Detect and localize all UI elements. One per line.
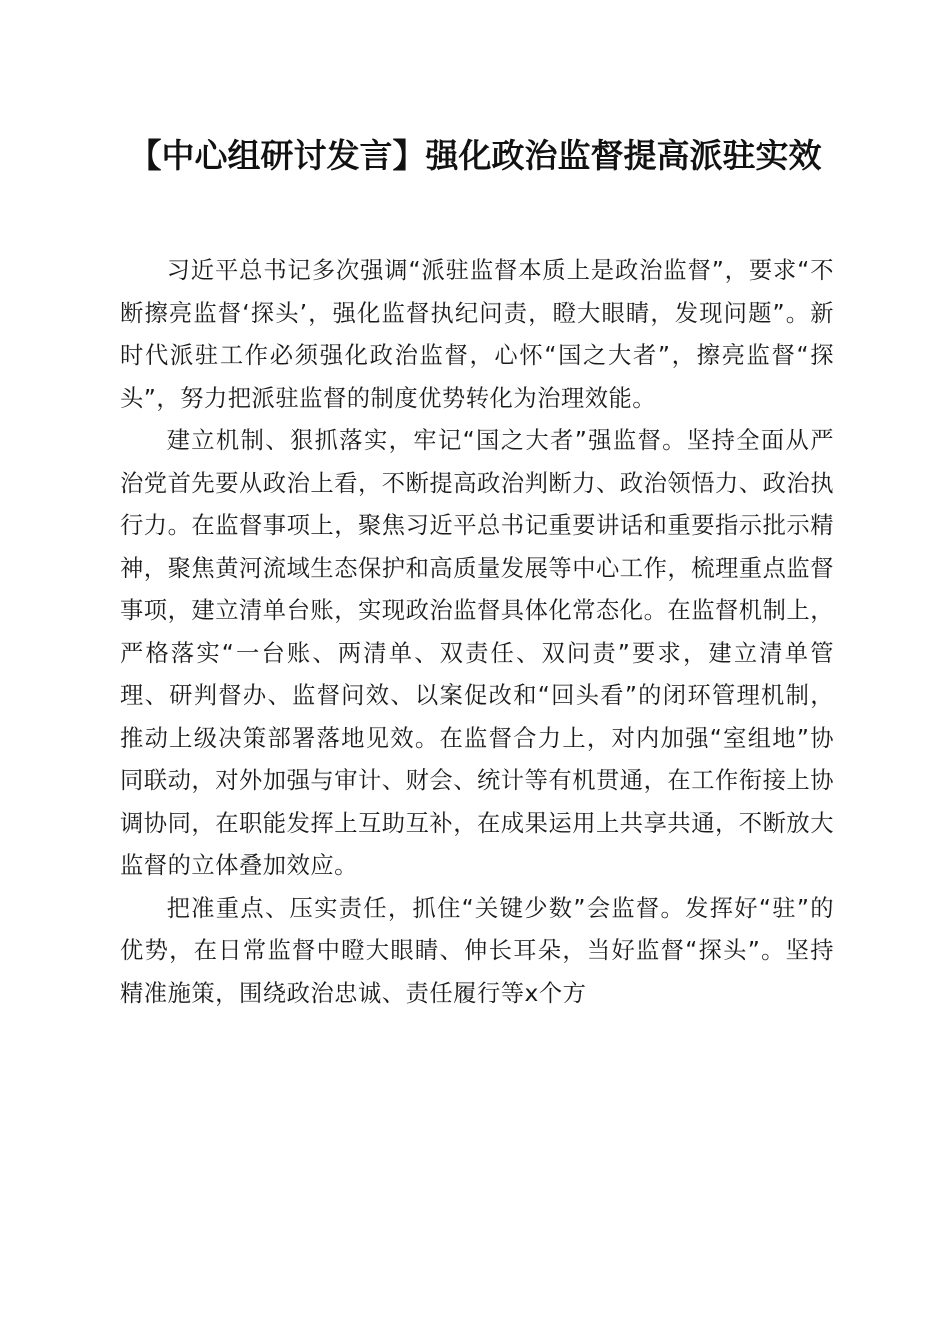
paragraph-key-minority: 把准重点、压实责任，抓住“关键少数”会监督。发挥好“驻”的优势，在日常监督中瞪大眼睛、伸长耳朵，当好监督“探头”。坚持精准施策，围绕政治忠诚、责任履行等x个方 — [120, 894, 834, 1007]
document-title: 【中心组研讨发言】强化政治监督提高派驻实效 — [128, 136, 822, 175]
paragraph-intro: 习近平总书记多次强调“派驻监督本质上是政治监督”，要求“不断擦亮监督‘探头’，强化监督执纪问责，瞪大眼睛，发现问题”。新时代派驻工作必须强化政治监督，心怀“国之大者”，擦亮监督“探头”，努力把派驻监督的制度优势转化为治理效能。 — [120, 257, 834, 412]
document-body — [120, 250, 834, 1015]
paragraph-mechanism: 建立机制、狠抓落实，牢记“国之大者”强监督。坚持全面从严治党首先要从政治上看，不断提高政治判断力、政治领悟力、政治执行力。在监督事项上，聚焦习近平总书记重要讲话和重要指示批示精神，聚焦黄河流域生态保护和高质量发展等中心工作，梳理重点监督事项，建立清单台账，实现政治监督具体化常态化。在监督机制上，严格落实“一台账、两清单、双责任、双问责”要求，建立清单管理、研判督办、监督问效、以案促改和“回头看”的闭环管理机制，推动上级决策部署落地见效。在监督合力上，对内加强“室组地”协同联动，对外加强与审计、财会、统计等有机贯通，在工作衔接上协调协同，在职能发挥上互助互补，在成果运用上共享共通，不断放大监督的立体叠加效应。 — [120, 427, 834, 879]
